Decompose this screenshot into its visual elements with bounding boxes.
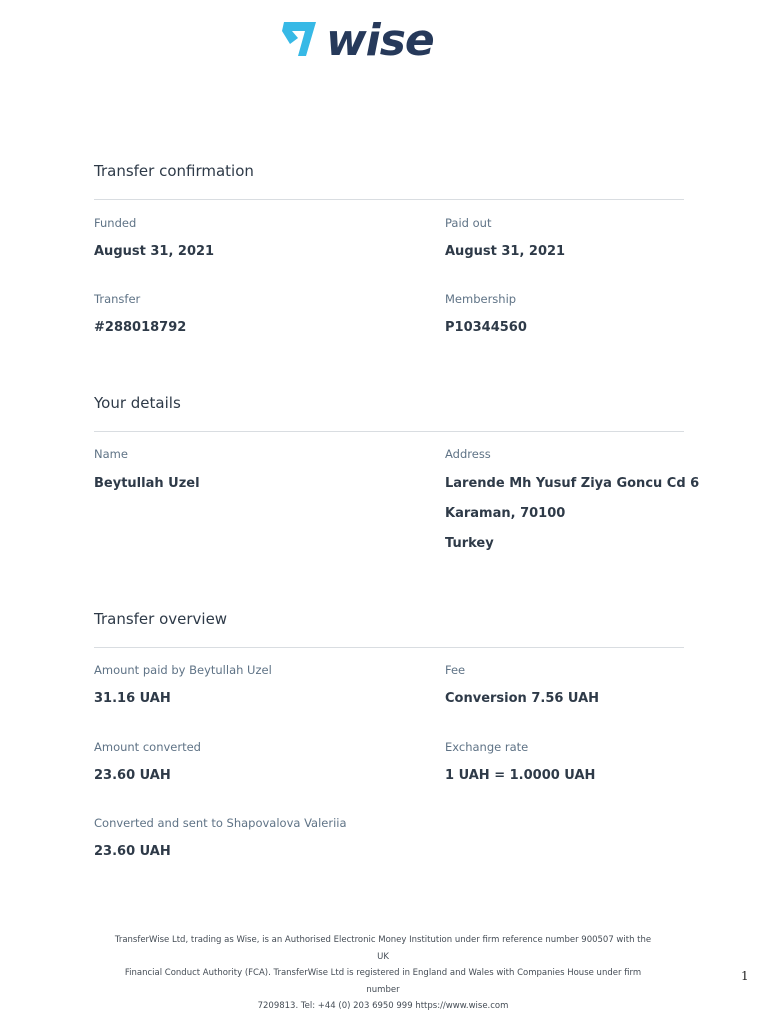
address-label: Address: [445, 447, 491, 461]
wise-wordmark: wise: [326, 18, 434, 60]
amount-paid-label: Amount paid by Beytullah Uzel: [94, 663, 272, 677]
wise-logo: [282, 18, 457, 60]
sent-to-label: Converted and sent to Shapovalova Valeriia: [94, 816, 347, 830]
transfer-id-value: #288018792: [94, 320, 187, 335]
amount-converted-value: 23.60 UAH: [94, 768, 171, 783]
footer-line: Financial Conduct Authority (FCA). TransferWise Ltd is registered in England and Wales with Companies House under firm number: [124, 968, 642, 995]
section-title-transfer-overview: Transfer overview: [94, 610, 228, 628]
divider: [94, 199, 684, 200]
fee-label: Fee: [445, 663, 466, 677]
fee-value: Conversion 7.56 UAH: [445, 691, 600, 706]
footer-line: TransferWise Ltd, trading as Wise, is an Authorised Electronic Money Institution under firm reference number 900507 with the UK: [114, 935, 652, 962]
address-line-2: Karaman, 70100: [445, 506, 566, 521]
paid-out-value: August 31, 2021: [445, 244, 566, 259]
divider: [94, 647, 684, 648]
address-line-3: Turkey: [445, 536, 494, 551]
transfer-label: Transfer: [94, 292, 141, 306]
footer-line: 7209813. Tel: +44 (0) 203 6950 999 https://www.wise.com: [257, 1001, 509, 1011]
section-title-transfer-confirmation: Transfer confirmation: [94, 162, 254, 180]
membership-value: P10344560: [445, 320, 527, 335]
membership-label: Membership: [445, 292, 517, 306]
exchange-rate-value: 1 UAH = 1.0000 UAH: [445, 768, 596, 783]
page-number: 1: [741, 969, 749, 983]
sent-amount-value: 23.60 UAH: [94, 844, 171, 859]
exchange-rate-label: Exchange rate: [445, 740, 529, 754]
legal-footer: [110, 932, 656, 1015]
amount-converted-label: Amount converted: [94, 740, 201, 754]
amount-paid-value: 31.16 UAH: [94, 691, 171, 706]
section-title-your-details: Your details: [94, 394, 181, 412]
name-label: Name: [94, 447, 128, 461]
funded-value: August 31, 2021: [94, 244, 215, 259]
wise-logo-icon: [282, 18, 457, 60]
divider: [94, 431, 684, 432]
funded-label: Funded: [94, 216, 137, 230]
paid-out-label: Paid out: [445, 216, 492, 230]
address-line-1: Larende Mh Yusuf Ziya Goncu Cd 6: [445, 476, 700, 491]
name-value: Beytullah Uzel: [94, 476, 200, 491]
